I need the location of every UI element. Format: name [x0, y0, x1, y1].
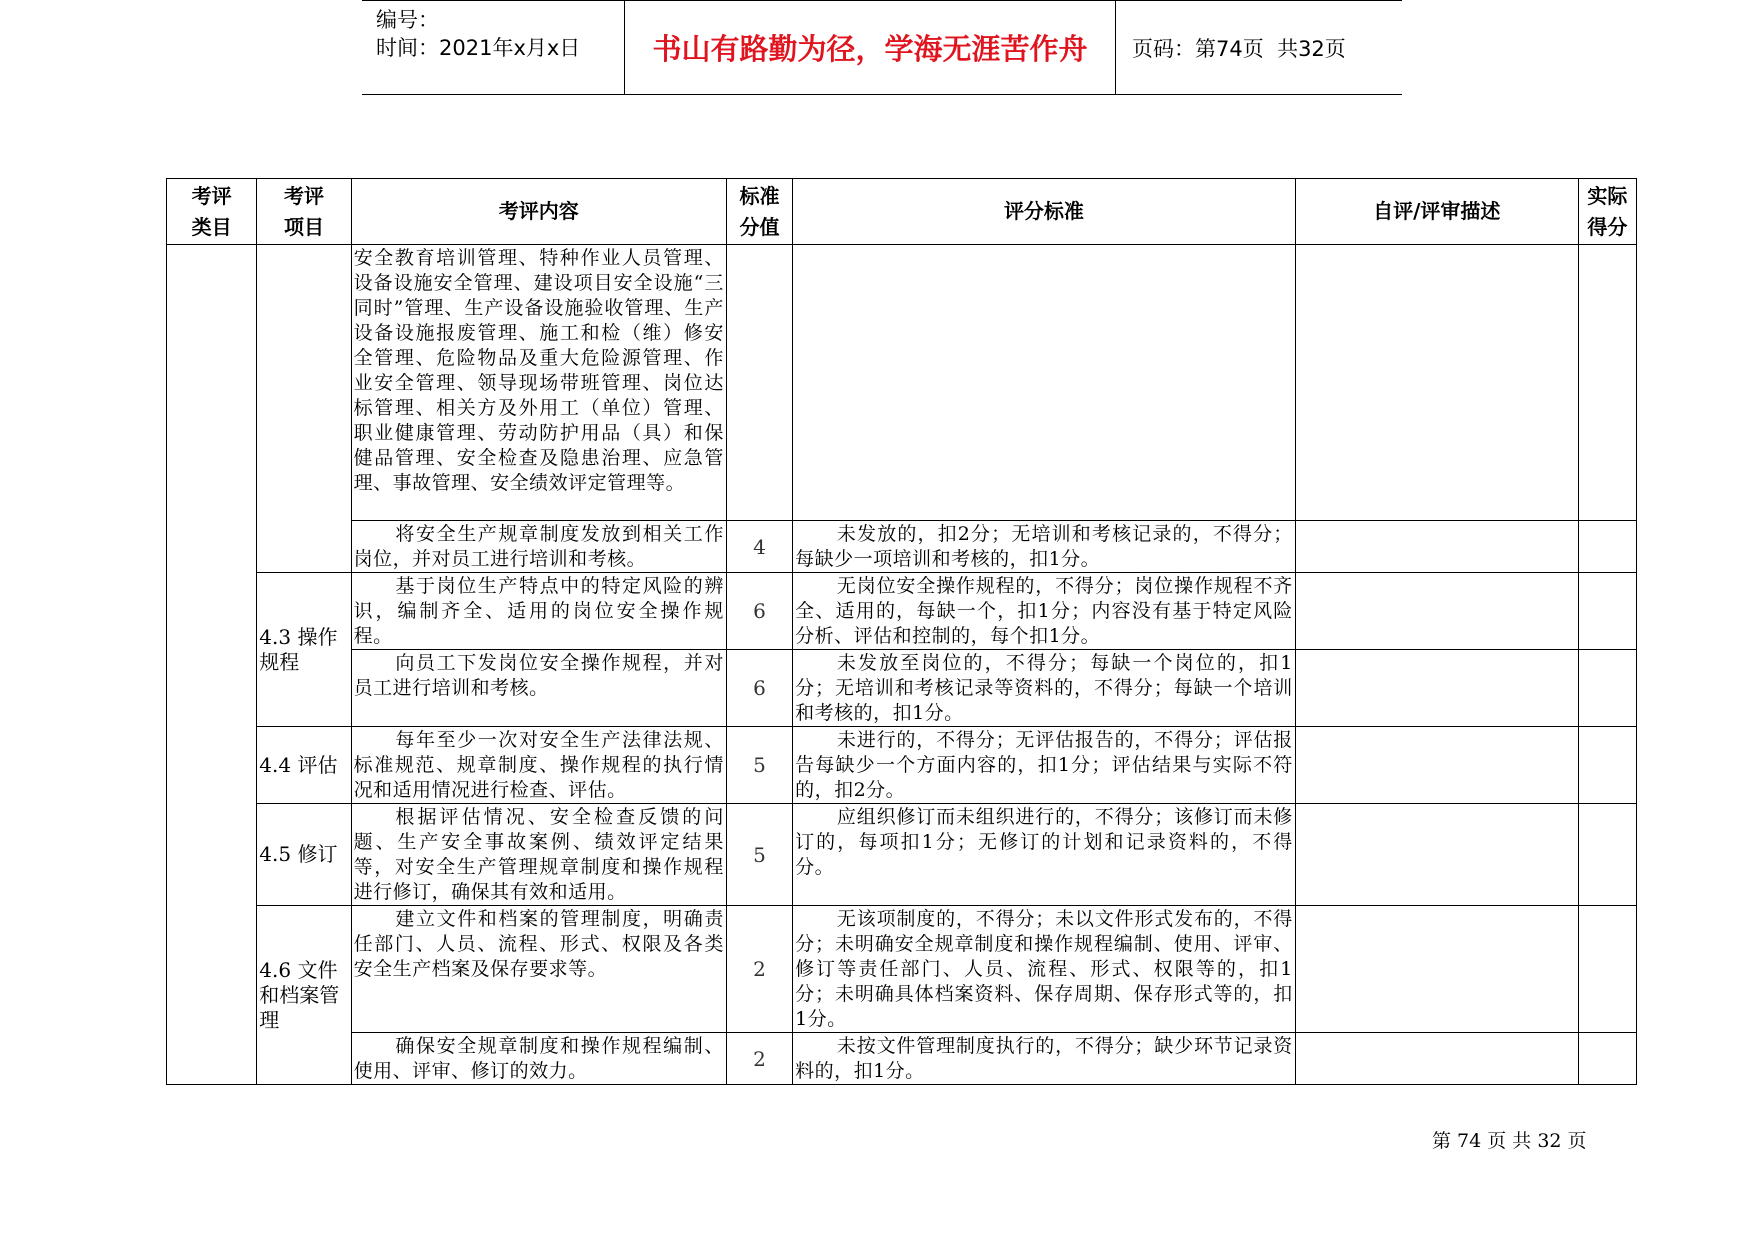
description-cell[interactable] — [1295, 650, 1578, 727]
actual-score-cell[interactable] — [1578, 650, 1636, 727]
page-header — [362, 0, 1402, 95]
header-item: 考评项目 — [257, 179, 351, 245]
score-cell — [726, 245, 792, 521]
table-row — [167, 521, 1637, 573]
header-motto: 书山有路勤为径，学海无涯苦作舟 — [625, 1, 1116, 94]
content-cell: 向员工下发岗位安全操作规程，并对员工进行培训和考核。 — [351, 650, 726, 727]
content-cell: 将安全生产规章制度发放到相关工作岗位，并对员工进行培训和考核。 — [351, 521, 726, 573]
actual-score-cell[interactable] — [1578, 521, 1636, 573]
table-row — [167, 650, 1637, 727]
header-description: 自评/评审描述 — [1295, 179, 1578, 245]
table-row — [167, 727, 1637, 804]
actual-score-cell[interactable] — [1578, 804, 1636, 906]
page-footer: 第 74 页 共 32 页 — [1432, 1130, 1587, 1152]
criteria-cell: 未进行的，不得分；无评估报告的，不得分；评估报告每缺少一个方面内容的，扣1分；评估结果与实际不符的，扣2分。 — [793, 727, 1296, 804]
score-cell: 2 — [726, 906, 792, 1033]
actual-score-cell[interactable] — [1578, 573, 1636, 650]
score-cell: 5 — [726, 727, 792, 804]
item-cell: 4.4 评估 — [257, 727, 351, 804]
table-row — [167, 804, 1637, 906]
content-cell: 每年至少一次对安全生产法律法规、标准规范、规章制度、操作规程的执行情况和适用情况进行检查、评估。 — [351, 727, 726, 804]
criteria-cell: 未发放至岗位的，不得分；每缺一个岗位的，扣1分；无培训和考核记录等资料的，不得分；每缺一个培训和考核的，扣1分。 — [793, 650, 1296, 727]
criteria-cell: 未按文件管理制度执行的，不得分；缺少环节记录资料的，扣1分。 — [793, 1033, 1296, 1085]
criteria-cell: 应组织修订而未组织进行的，不得分；该修订而未修订的，每项扣1分；无修订的计划和记录资料的，不得分。 — [793, 804, 1296, 906]
item-cell — [257, 245, 351, 573]
actual-score-cell[interactable] — [1578, 245, 1636, 521]
description-cell[interactable] — [1295, 573, 1578, 650]
actual-score-cell[interactable] — [1578, 906, 1636, 1033]
item-cell: 4.3 操作规程 — [257, 573, 351, 727]
page-label: 页码：第74页 共32页 — [1132, 36, 1346, 61]
table-row — [167, 906, 1637, 1033]
time-label: 时间：2021年x月x日 — [376, 36, 581, 60]
description-cell[interactable] — [1295, 245, 1578, 521]
actual-score-cell[interactable] — [1578, 1033, 1636, 1085]
header-page — [1132, 1, 1346, 94]
score-cell: 6 — [726, 650, 792, 727]
description-cell[interactable] — [1295, 906, 1578, 1033]
criteria-cell — [793, 245, 1296, 521]
content-cell: 确保安全规章制度和操作规程编制、使用、评审、修订的效力。 — [351, 1033, 726, 1085]
content-cell: 根据评估情况、安全检查反馈的问题、生产安全事故案例、绩效评定结果等，对安全生产管理规章制度和操作规程进行修订，确保其有效和适用。 — [351, 804, 726, 906]
content-cell: 安全教育培训管理、特种作业人员管理、设备设施安全管理、建设项目安全设施“三同时”管理、生产设备设施验收管理、生产设备设施报废管理、施工和检（维）修安全管理、危险物品及重大危险源管理、作业安全管理、领导现场带班管理、岗位达标管理、相关方及外用工（单位）管理、职业健康管理、劳动防护用品（具）和保健品管理、安全检查及隐患治理、应急管理、事故管理、安全绩效评定管理等。 — [351, 245, 726, 521]
table-row — [167, 245, 1637, 521]
content-cell: 基于岗位生产特点中的特定风险的辨识，编制齐全、适用的岗位安全操作规程。 — [351, 573, 726, 650]
header-category: 考评类目 — [167, 179, 257, 245]
description-cell[interactable] — [1295, 1033, 1578, 1085]
category-cell — [167, 245, 257, 1085]
criteria-cell: 未发放的，扣2分；无培训和考核记录的，不得分；每缺少一项培训和考核的，扣1分。 — [793, 521, 1296, 573]
header-score: 标准分值 — [726, 179, 792, 245]
table-header-row — [167, 179, 1637, 245]
evaluation-table — [166, 178, 1637, 1085]
description-cell[interactable] — [1295, 804, 1578, 906]
description-cell[interactable] — [1295, 521, 1578, 573]
number-label: 编号： — [376, 8, 439, 32]
header-actual: 实际得分 — [1578, 179, 1636, 245]
score-cell: 4 — [726, 521, 792, 573]
table-row — [167, 1033, 1637, 1085]
actual-score-cell[interactable] — [1578, 727, 1636, 804]
score-cell: 6 — [726, 573, 792, 650]
item-cell: 4.5 修订 — [257, 804, 351, 906]
criteria-cell: 无该项制度的，不得分；未以文件形式发布的，不得分；未明确安全规章制度和操作规程编制、使用、评审、修订等责任部门、人员、流程、形式、权限等的，扣1分；未明确具体档案资料、保存周期、保存形式等的，扣1分。 — [793, 906, 1296, 1033]
score-cell: 2 — [726, 1033, 792, 1085]
header-content: 考评内容 — [351, 179, 726, 245]
table-row — [167, 573, 1637, 650]
header-criteria: 评分标准 — [793, 179, 1296, 245]
score-cell: 5 — [726, 804, 792, 906]
header-meta — [362, 1, 625, 94]
item-cell: 4.6 文件和档案管理 — [257, 906, 351, 1085]
content-cell: 建立文件和档案的管理制度，明确责任部门、人员、流程、形式、权限及各类安全生产档案及保存要求等。 — [351, 906, 726, 1033]
criteria-cell: 无岗位安全操作规程的，不得分；岗位操作规程不齐全、适用的，每缺一个，扣1分；内容没有基于特定风险分析、评估和控制的，每个扣1分。 — [793, 573, 1296, 650]
description-cell[interactable] — [1295, 727, 1578, 804]
